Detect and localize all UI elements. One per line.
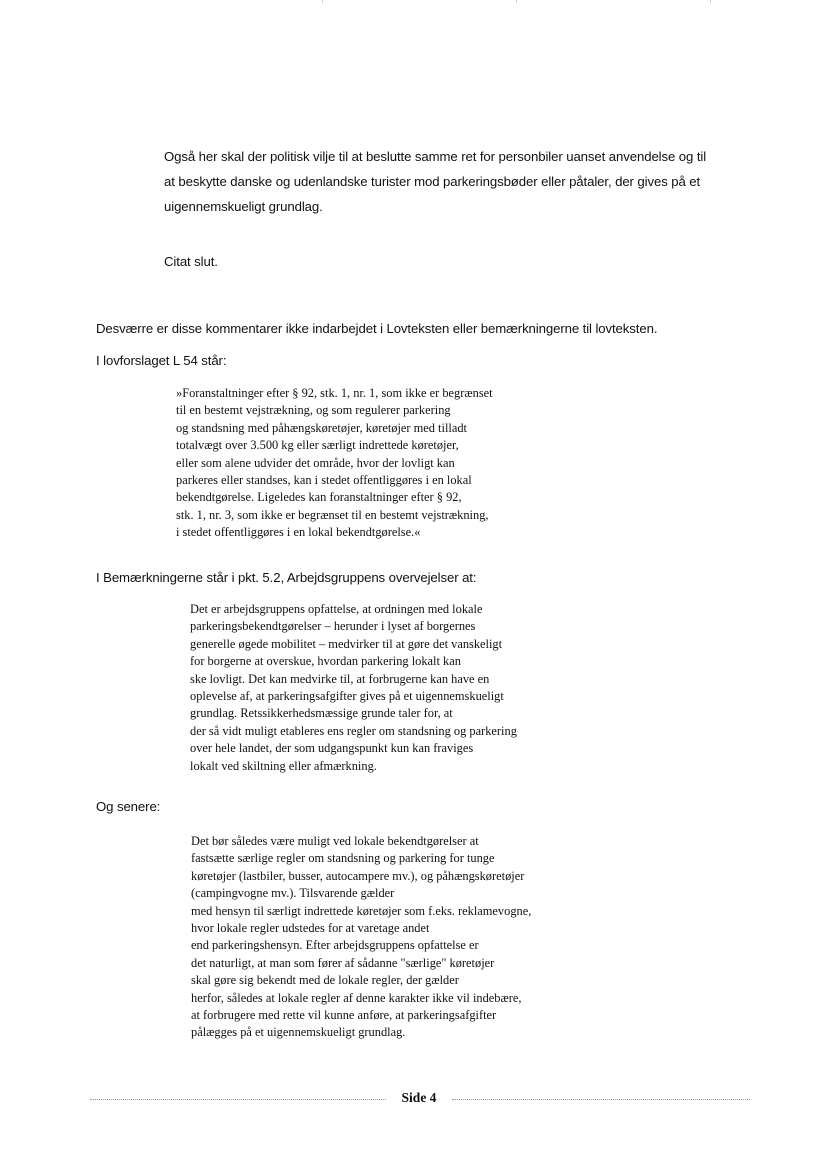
quote-line: skal gøre sig bekendt med de lokale regler, der gælder	[191, 973, 459, 988]
quote-line: Det bør således være muligt ved lokale bekendtgørelser at	[191, 834, 479, 848]
quote-line: det naturligt, at man som fører af sådanne "særlige" køretøjer	[191, 955, 495, 970]
quote-line: generelle øgede mobilitet – medvirker til at gøre det vanskeligt	[190, 636, 503, 651]
quote-line: totalvægt over 3.500 kg eller særligt indrettede køretøjer,	[176, 438, 459, 453]
quote-lovforslag	[176, 385, 493, 542]
quote-line: eller som alene udvider det område, hvor der lovligt kan	[176, 455, 455, 470]
quote-line: over hele landet, der som udgangspunkt kun kan fraviges	[190, 741, 474, 756]
quote-line: fastsætte særlige regler om standsning og parkering for tunge	[191, 851, 495, 866]
og-senere-heading: Og senere:	[96, 799, 161, 814]
quote-arbejdsgruppen	[190, 601, 517, 775]
quote-line: oplevelse af, at parkeringsafgifter gives på et uigennemskueligt	[190, 689, 504, 704]
page-footer	[90, 1089, 750, 1109]
quote-line: parkeres eller standses, kan i stedet offentliggøres i en lokal	[176, 473, 472, 488]
quote-line: ske lovligt. Det kan medvirke til, at forbrugerne kan have en	[190, 671, 490, 686]
quote-line: herfor, således at lokale regler af denne karakter ikke vil indebære,	[191, 990, 522, 1005]
quote-line: hvor lokale regler udstedes for at varetage andet	[191, 921, 430, 936]
top-edge-marks	[0, 0, 825, 4]
quote-line: i stedet offentliggøres i en lokal bekendtgørelse.«	[176, 525, 421, 540]
quote-line: for borgerne at overskue, hvordan parkering lokalt kan	[190, 654, 461, 669]
quote-line: køretøjer (lastbiler, busser, autocampere mv.), og påhængskøretøjer	[191, 868, 525, 883]
paragraph-politisk-vilje	[164, 144, 706, 219]
quote-line: (campingvogne mv.). Tilsvarende gælder	[191, 886, 395, 901]
citat-slut: Citat slut.	[164, 254, 218, 269]
quote-line: grundlag. Retssikkerhedsmæssige grunde taler for, at	[190, 706, 453, 721]
lovforslag-heading: I lovforslaget L 54 står:	[96, 353, 227, 368]
paragraph-line: Også her skal der politisk vilje til at beslutte samme ret for personbiler uanset anvendelse og til	[164, 149, 707, 164]
footer-rule-left	[90, 1099, 386, 1100]
bemaerkninger-heading: I Bemærkningerne står i pkt. 5.2, Arbejdsgruppens overvejelser at:	[96, 570, 477, 585]
quote-line: med hensyn til særligt indrettede køretøjer som f.eks. reklamevogne,	[191, 903, 532, 918]
quote-line: der så vidt muligt etableres ens regler om standsning og parkering	[190, 723, 517, 738]
paragraph-line: at beskytte danske og udenlandske turister mod parkeringsbøder eller påtaler, der gives på et	[164, 174, 701, 189]
quote-line: »Foranstaltninger efter § 92, stk. 1, nr. 1, som ikke er begrænset	[176, 386, 493, 400]
footer-rule-right	[452, 1099, 750, 1100]
quote-line: pålægges på et uigennemskueligt grundlag.	[191, 1025, 406, 1040]
quote-line: Det er arbejdsgruppens opfattelse, at ordningen med lokale	[190, 602, 483, 616]
quote-line: lokalt ved skiltning eller afmærkning.	[190, 758, 377, 773]
page-number: Side 4	[401, 1090, 437, 1105]
desvaerre-paragraph: Desværre er disse kommentarer ikke indarbejdet i Lovteksten eller bemærkningerne til lovteksten.	[96, 321, 658, 336]
quote-line: at forbrugere med rette vil kunne anføre, at parkeringsafgifter	[191, 1008, 497, 1023]
quote-line: og standsning med påhængskøretøjer, køretøjer med tilladt	[176, 420, 467, 435]
quote-line: stk. 1, nr. 3, som ikke er begrænset til en bestemt vejstrækning,	[176, 507, 489, 522]
quote-line: bekendtgørelse. Ligeledes kan foranstaltninger efter § 92,	[176, 490, 462, 505]
quote-line: parkeringsbekendtgørelser – herunder i lyset af borgernes	[190, 619, 476, 634]
paragraph-line: uigennemskueligt grundlag.	[164, 199, 323, 214]
quote-senere	[191, 833, 531, 1042]
quote-line: til en bestemt vejstrækning, og som regulerer parkering	[176, 403, 451, 418]
quote-line: end parkeringshensyn. Efter arbejdsgruppens opfattelse er	[191, 938, 479, 953]
